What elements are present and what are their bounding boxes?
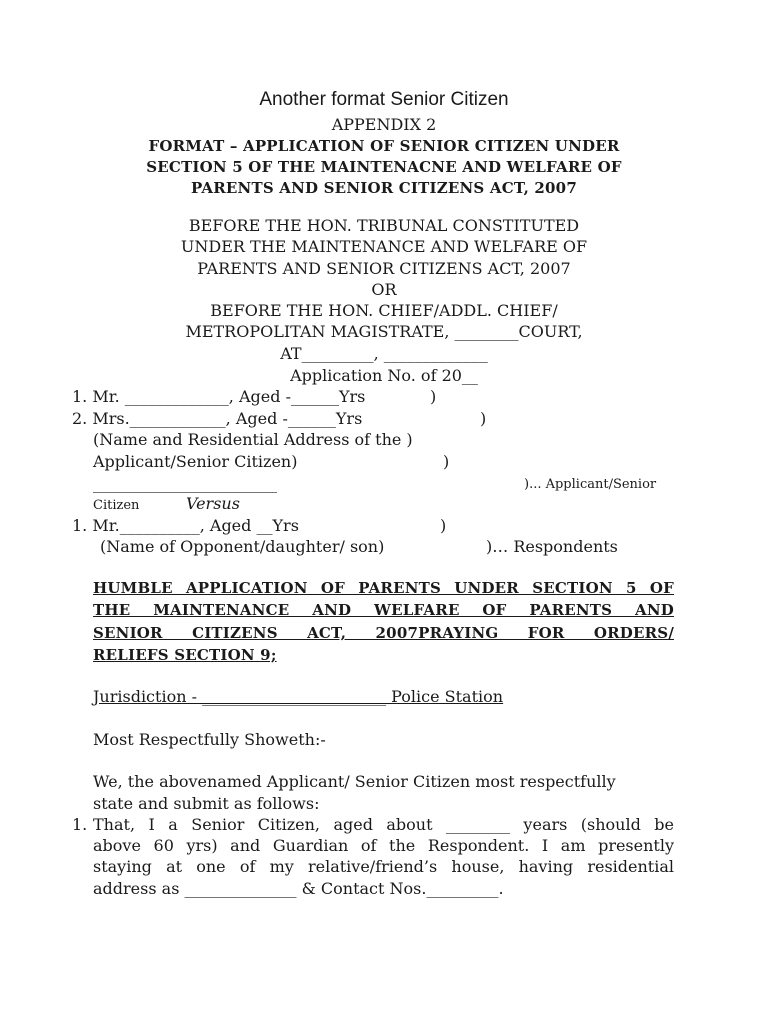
- intro-line-2: state and submit as follows:: [93, 794, 320, 813]
- intro-line-1: We, the abovenamed Applicant/ Senior Citizen most respectfully: [93, 772, 616, 791]
- court-line-5: BEFORE THE HON. CHIEF/ADDL. CHIEF/: [210, 301, 558, 320]
- court-or: OR: [371, 280, 397, 299]
- applicant-1-bracket: ): [430, 387, 437, 406]
- application-heading-line-1: HUMBLE APPLICATION OF PARENTS UNDER SECTION 5 OF: [93, 579, 674, 597]
- court-at-line: AT_________, _____________: [280, 344, 488, 363]
- court-line-1: BEFORE THE HON. TRIBUNAL CONSTITUTED: [188, 216, 580, 235]
- document-title: Another format Senior Citizen: [259, 89, 509, 110]
- blank-line: _______________________: [93, 474, 277, 493]
- court-line-6: METROPOLITAN MAGISTRATE, ________COURT,: [185, 322, 583, 341]
- respondents-label: )… Respondents: [486, 537, 618, 556]
- name-address-bracket: ): [443, 452, 450, 471]
- appendix-label: APPENDIX 2: [331, 115, 437, 134]
- most-respectfully-showeth: Most Respectfully Showeth:-: [93, 730, 326, 749]
- opponent-1: 1. Mr.__________, Aged __Yrs: [72, 516, 299, 535]
- applicant-2-bracket: ): [480, 409, 487, 428]
- application-number: Application No. of 20__: [290, 366, 478, 385]
- format-heading-line-1: FORMAT – APPLICATION OF SENIOR CITIZEN UNDER: [148, 137, 620, 155]
- court-line-2: UNDER THE MAINTENANCE AND WELFARE OF: [180, 237, 588, 256]
- opponent-bracket: ): [440, 516, 447, 535]
- point-1-number: 1.: [72, 815, 88, 834]
- format-heading-line-3: PARENTS AND SENIOR CITIZENS ACT, 2007: [191, 179, 577, 197]
- jurisdiction-line: Jurisdiction - _______________________ Police Station: [93, 687, 504, 706]
- court-line-3: PARENTS AND SENIOR CITIZENS ACT, 2007: [197, 259, 571, 278]
- applicant-2: 2. Mrs.____________, Aged -______Yrs: [72, 409, 363, 428]
- name-address-line-2: Applicant/Senior Citizen): [93, 452, 298, 471]
- opponent-name: (Name of Opponent/daughter/ son): [100, 537, 385, 556]
- applicant-1: 1. Mr. _____________, Aged -______Yrs: [72, 387, 366, 406]
- format-heading-line-2: SECTION 5 OF THE MAINTENACNE AND WELFARE OF: [146, 158, 622, 176]
- citizen-label: Citizen: [93, 498, 140, 513]
- name-address-line-1: (Name and Residential Address of the ): [93, 430, 413, 449]
- applicant-senior-label: )... Applicant/Senior: [524, 477, 657, 492]
- application-heading-line-2: THE MAINTENANCE AND WELFARE OF PARENTS AND: [93, 601, 674, 619]
- application-heading-line-3: SENIOR CITIZENS ACT, 2007PRAYING FOR ORDERS/: [93, 624, 674, 642]
- versus-label: Versus: [186, 494, 240, 513]
- point-1-line-2: above 60 yrs) and Guardian of the Respondent. I am presently: [93, 836, 674, 855]
- point-1-line-4: address as ______________ & Contact Nos._________.: [93, 879, 504, 898]
- point-1-line-1: That, I a Senior Citizen, aged about ________ years (should be: [93, 815, 674, 834]
- application-heading-line-4: RELIEFS SECTION 9;: [93, 646, 277, 664]
- point-1-line-3: staying at one of my relative/friend’s house, having residential: [93, 857, 674, 876]
